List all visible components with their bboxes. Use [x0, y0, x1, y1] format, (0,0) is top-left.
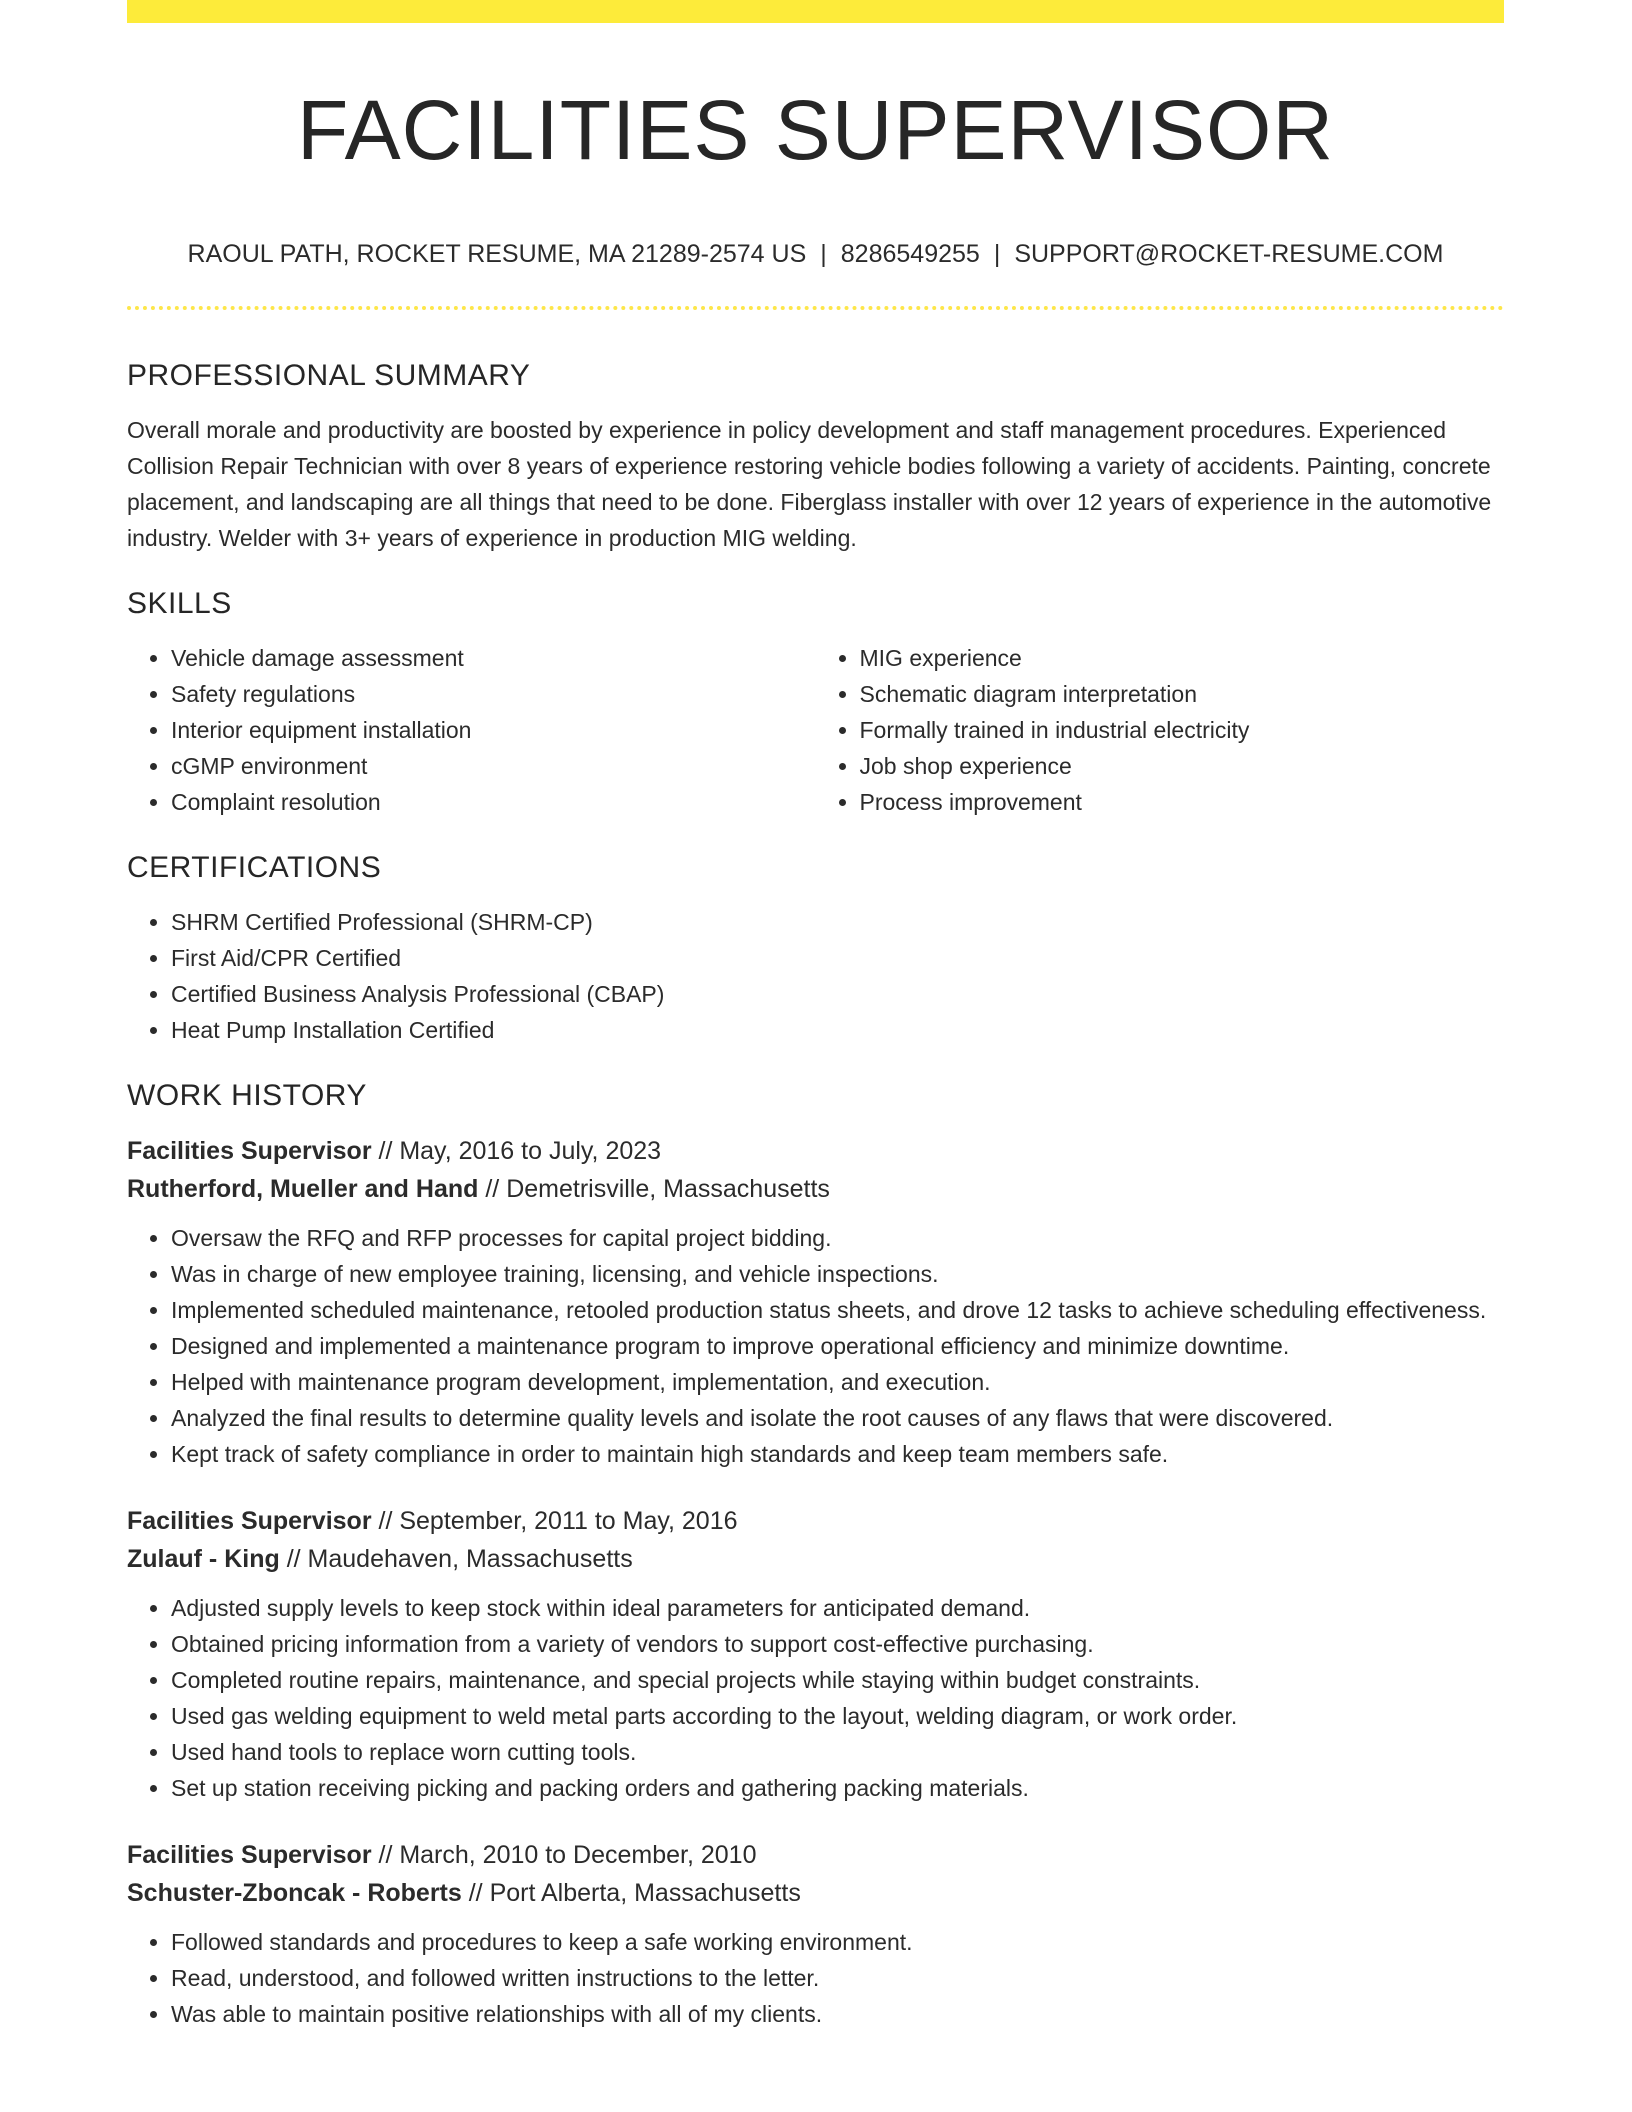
job-bullets — [127, 1220, 1504, 1472]
job-company-line — [127, 1874, 1504, 1912]
job-title-line — [127, 1502, 1504, 1540]
skill-item: • Job shop experience — [860, 748, 1505, 784]
certifications-section — [127, 842, 1504, 1048]
page-title: FACILITIES SUPERVISOR — [296, 83, 1335, 177]
job-bullet: • Followed standards and procedures to keep a safe working environment. — [171, 1924, 1504, 1960]
skill-item: • MIG experience — [860, 640, 1505, 676]
job-bullet: • Set up station receiving picking and packing orders and gathering packing materials. — [171, 1770, 1504, 1806]
job-company: Schuster-Zboncak - Roberts — [127, 1879, 462, 1907]
jobs-list — [127, 1132, 1504, 2032]
contact-separator: | — [820, 240, 827, 268]
resume-content — [127, 350, 1504, 2032]
dotted-divider — [127, 306, 1504, 310]
skills-heading: SKILLS — [127, 587, 232, 620]
job-bullet: • Was in charge of new employee training, licensing, and vehicle inspections. — [171, 1256, 1504, 1292]
work-history-section — [127, 1070, 1504, 2032]
certification-item: • SHRM Certified Professional (SHRM-CP) — [171, 904, 1504, 940]
job-bullet: • Obtained pricing information from a variety of vendors to support cost-effective purchasing. — [171, 1626, 1504, 1662]
job-bullet: • Used hand tools to replace worn cutting tools. — [171, 1734, 1504, 1770]
job-entry — [127, 1502, 1504, 1806]
job-bullet: • Adjusted supply levels to keep stock within ideal parameters for anticipated demand. — [171, 1590, 1504, 1626]
skill-item: • Process improvement — [860, 784, 1505, 820]
certification-item: • Certified Business Analysis Professional (CBAP) — [171, 976, 1504, 1012]
job-entry — [127, 1836, 1504, 2032]
skill-item: • cGMP environment — [171, 748, 816, 784]
certification-item: • Heat Pump Installation Certified — [171, 1012, 1504, 1048]
contact-line — [127, 236, 1504, 272]
job-bullet: • Oversaw the RFQ and RFP processes for capital project bidding. — [171, 1220, 1504, 1256]
certifications-heading: CERTIFICATIONS — [127, 851, 382, 884]
skill-item: • Schematic diagram interpretation — [860, 676, 1505, 712]
skill-item: • Complaint resolution — [171, 784, 816, 820]
job-bullets — [127, 1924, 1504, 2032]
certification-item: • First Aid/CPR Certified — [171, 940, 1504, 976]
job-company-line — [127, 1170, 1504, 1208]
job-title-line — [127, 1836, 1504, 1874]
certifications-list — [127, 904, 1504, 1048]
job-title: Facilities Supervisor — [127, 1137, 372, 1165]
job-company: Zulauf - King — [127, 1545, 280, 1573]
skill-item: • Interior equipment installation — [171, 712, 816, 748]
job-title: Facilities Supervisor — [127, 1507, 372, 1535]
job-bullet: • Read, understood, and followed written instructions to the letter. — [171, 1960, 1504, 1996]
skill-item: • Safety regulations — [171, 676, 816, 712]
work-history-heading: WORK HISTORY — [127, 1079, 367, 1112]
summary-text: Overall morale and productivity are boosted by experience in policy development and staff management procedures. Experienced Collision Repair Technician with over 8 years of experience restoring vehicle bodies following a variety of accidents. Painting, concrete placement, and landscaping are all things that need to be done. Fiberglass installer with over 12 years of experience in the automotive industry. Welder with 3+ years of experience in production MIG welding. — [127, 417, 1492, 551]
skills-section — [127, 578, 1504, 820]
skill-item: • Formally trained in industrial electricity — [860, 712, 1505, 748]
job-bullet: • Implemented scheduled maintenance, retooled production status sheets, and drove 12 tasks to achieve scheduling effectiveness. — [171, 1292, 1504, 1328]
job-bullet: • Used gas welding equipment to weld metal parts according to the layout, welding diagram, or work order. — [171, 1698, 1504, 1734]
accent-bar — [127, 0, 1504, 23]
skill-item: • Vehicle damage assessment — [171, 640, 816, 676]
job-title: Facilities Supervisor — [127, 1841, 372, 1869]
job-bullet: • Helped with maintenance program development, implementation, and execution. — [171, 1364, 1504, 1400]
job-dates: // May, 2016 to July, 2023 — [371, 1137, 662, 1165]
job-location: // Demetrisville, Massachusetts — [478, 1175, 830, 1203]
contact-separator: | — [993, 240, 1001, 268]
job-bullet: • Kept track of safety compliance in order to maintain high standards and keep team members safe. — [171, 1436, 1504, 1472]
job-bullet: • Analyzed the final results to determine quality levels and isolate the root causes of any flaws that were discovered. — [171, 1400, 1504, 1436]
skills-grid — [127, 630, 1504, 820]
job-entry — [127, 1132, 1504, 1472]
job-bullet: • Was able to maintain positive relationships with all of my clients. — [171, 1996, 1504, 2032]
contact-phone: 8286549255 — [840, 240, 980, 268]
summary-heading: PROFESSIONAL SUMMARY — [127, 359, 531, 392]
job-bullets — [127, 1590, 1504, 1806]
job-location: // Port Alberta, Massachusetts — [461, 1879, 801, 1907]
skills-list-left — [127, 640, 816, 820]
job-location: // Maudehaven, Massachusetts — [279, 1545, 633, 1573]
job-bullet: • Designed and implemented a maintenance program to improve operational efficiency and minimize downtime. — [171, 1328, 1504, 1364]
skills-list-right — [816, 640, 1505, 820]
job-bullet: • Completed routine repairs, maintenance, and special projects while staying within budget constraints. — [171, 1662, 1504, 1698]
contact-address: RAOUL PATH, ROCKET RESUME, MA 21289-2574 US — [187, 240, 807, 268]
job-company-line — [127, 1540, 1504, 1578]
job-title-line — [127, 1132, 1504, 1170]
job-dates: // March, 2010 to December, 2010 — [371, 1841, 757, 1869]
job-company: Rutherford, Mueller and Hand — [127, 1175, 479, 1203]
summary-section — [127, 350, 1504, 556]
job-dates: // September, 2011 to May, 2016 — [371, 1507, 738, 1535]
contact-email: SUPPORT@ROCKET-RESUME.COM — [1014, 240, 1444, 268]
